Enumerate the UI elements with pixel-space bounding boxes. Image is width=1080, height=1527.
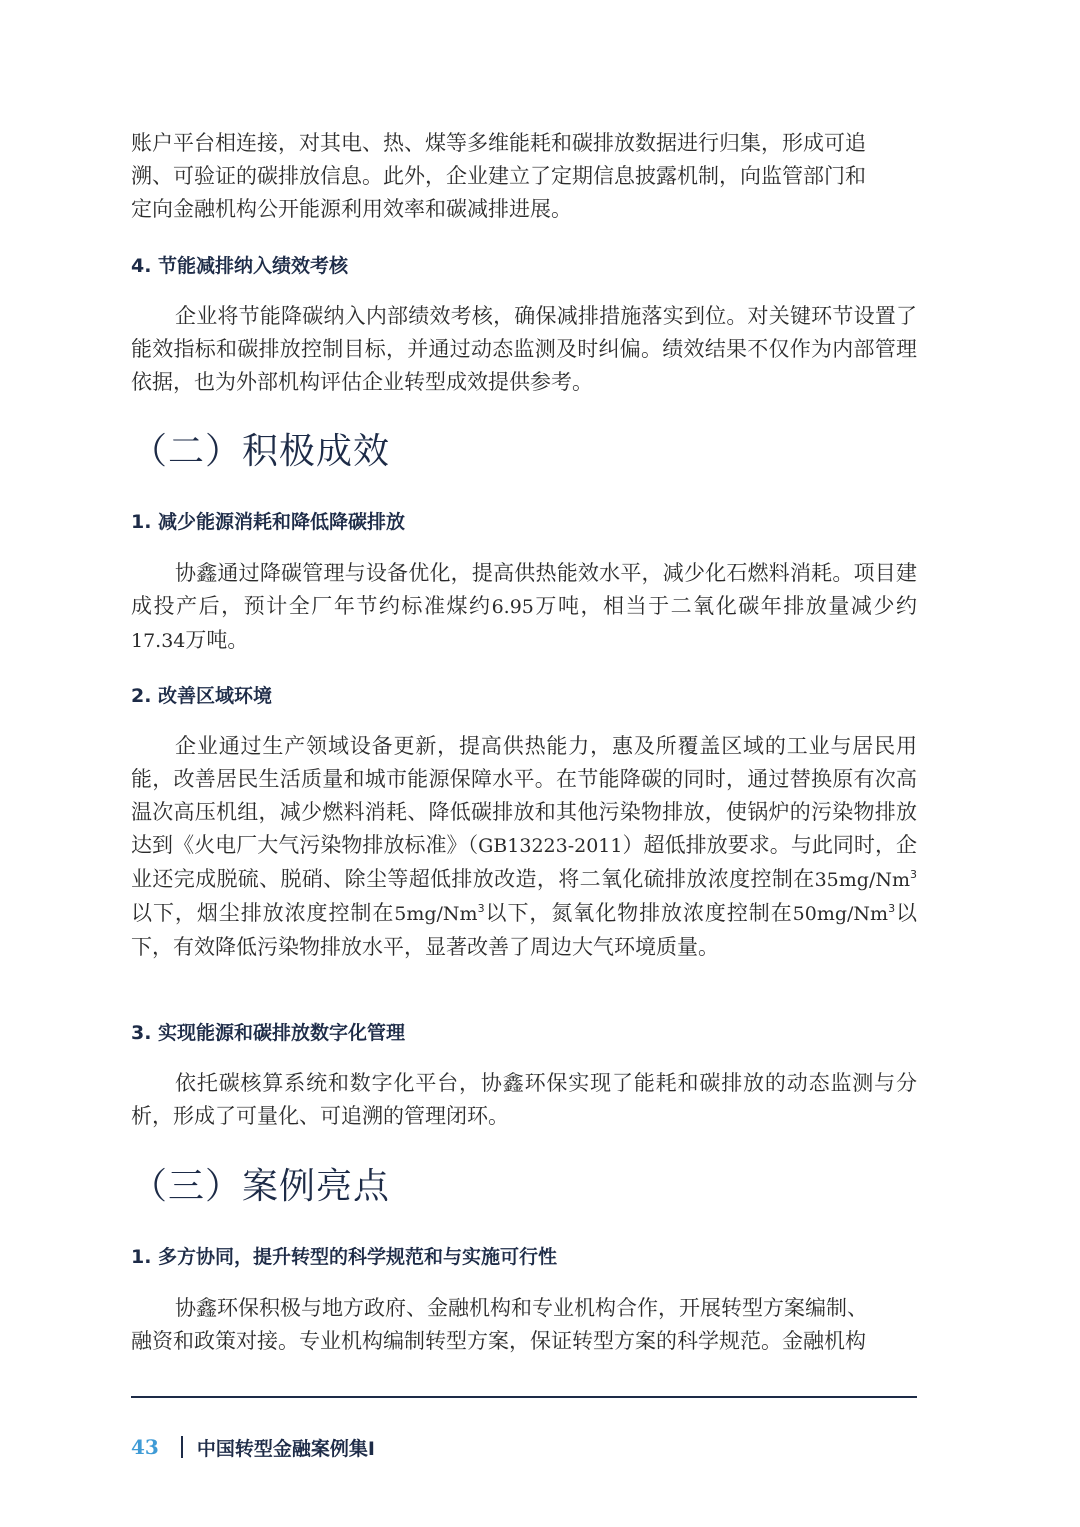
section-title-positive-results: （二）积极成效 (131, 431, 391, 472)
superscript: 3 (910, 868, 917, 881)
nox-limit-value: 50mg/Nm (792, 903, 889, 925)
subheading-regional-environment: 2. 改善区域环境 (131, 685, 273, 707)
so2-limit-value: 35mg/Nm (814, 869, 910, 891)
section-title-case-highlights: （三）案例亮点 (131, 1166, 391, 1207)
paragraph-line: 溯、可验证的碳排放信息。此外，企业建立了定期信息披露机制，向监管部门和 (131, 164, 866, 188)
paragraph-performance-assessment: 企业将节能降碳纳入内部绩效考核，确保减排措施落实到位。对关键环节设置了能效指标和碳排放控制目标，并通过动态监测及时纠偏。绩效结果不仅作为内部管理依据，也为外部机构评估企业转型成效提供参考。 (131, 304, 917, 394)
superscript: 3 (888, 902, 896, 915)
text-run: 协鑫通过降碳管理与设备优化，提高供热能效水平，减少化石燃料消耗。项目建成投产后，预计全厂年节约标准煤约 (131, 561, 917, 618)
dust-limit-value: 5mg/Nm (394, 903, 478, 925)
emission-standard-code: GB13223-2011 (478, 835, 623, 857)
subheading-digital-management: 3. 实现能源和碳排放数字化管理 (131, 1022, 406, 1044)
footer-separator (181, 1436, 183, 1458)
page-footer (131, 1432, 375, 1462)
text-run: 以下，氮氧化物排放浓度控制在 (484, 901, 793, 925)
superscript: 3 (477, 902, 485, 915)
paragraph-line: 定向金融机构公开能源利用效率和碳减排进展。 (131, 197, 572, 221)
text-run: 以下，烟尘排放浓度控制在 (131, 901, 395, 925)
subheading-multi-party-collaboration: 1. 多方协同，提升转型的科学规范和与实施可行性 (131, 1246, 558, 1268)
text-run: 万吨。 (185, 628, 249, 652)
paragraph-regional-environment (131, 730, 917, 964)
text-run: 企业通过生产领域设备更新，提高供热能力，惠及所覆盖区域的工业与居民用能，改善居民生活质量和城市能源保障水平。在节能降碳的同时，通过替换原有次高温次高压机组，减少燃料消耗、降低碳排放和其他污染物排放，使锅炉的污染物排放达到《火电厂大气污染物排放标准》（ (131, 734, 917, 857)
text-run: 以下，有效降低污染物排放水平，显著改善了周边大气环境质量。 (131, 901, 918, 959)
paragraph-reduce-energy (131, 557, 917, 658)
text-run: 万吨，相当于二氧化碳年排放量减少约 (533, 594, 918, 618)
coal-savings-value: 6.95 (491, 596, 534, 618)
paragraph-line: 协鑫环保积极与地方政府、金融机构和专业机构合作，开展转型方案编制、 (175, 1296, 868, 1320)
co2-reduction-value: 17.34 (131, 630, 186, 652)
footer-divider (131, 1396, 917, 1398)
paragraph-line: 融资和政策对接。专业机构编制转型方案，保证转型方案的科学规范。金融机构 (131, 1329, 866, 1353)
paragraph-continued (131, 127, 917, 226)
subheading-performance-assessment: 4. 节能减排纳入绩效考核 (131, 255, 349, 277)
paragraph-multi-party-collaboration (131, 1292, 917, 1358)
paragraph-digital-management: 依托碳核算系统和数字化平台，协鑫环保实现了能耗和碳排放的动态监测与分析，形成了可量化、可追溯的管理闭环。 (131, 1071, 917, 1128)
book-title: 中国转型金融案例集I (196, 1437, 375, 1460)
page-number: 43 (131, 1435, 159, 1459)
text-run: ）超低排放要求。与此同时，企业还完成脱硫、脱硝、除尘等超低排放改造，将二氧化硫排放浓度控制在 (131, 833, 917, 891)
paragraph-line: 账户平台相连接，对其电、热、煤等多维能耗和碳排放数据进行归集，形成可追 (131, 131, 866, 155)
subheading-reduce-energy: 1. 减少能源消耗和降低降碳排放 (131, 511, 406, 533)
